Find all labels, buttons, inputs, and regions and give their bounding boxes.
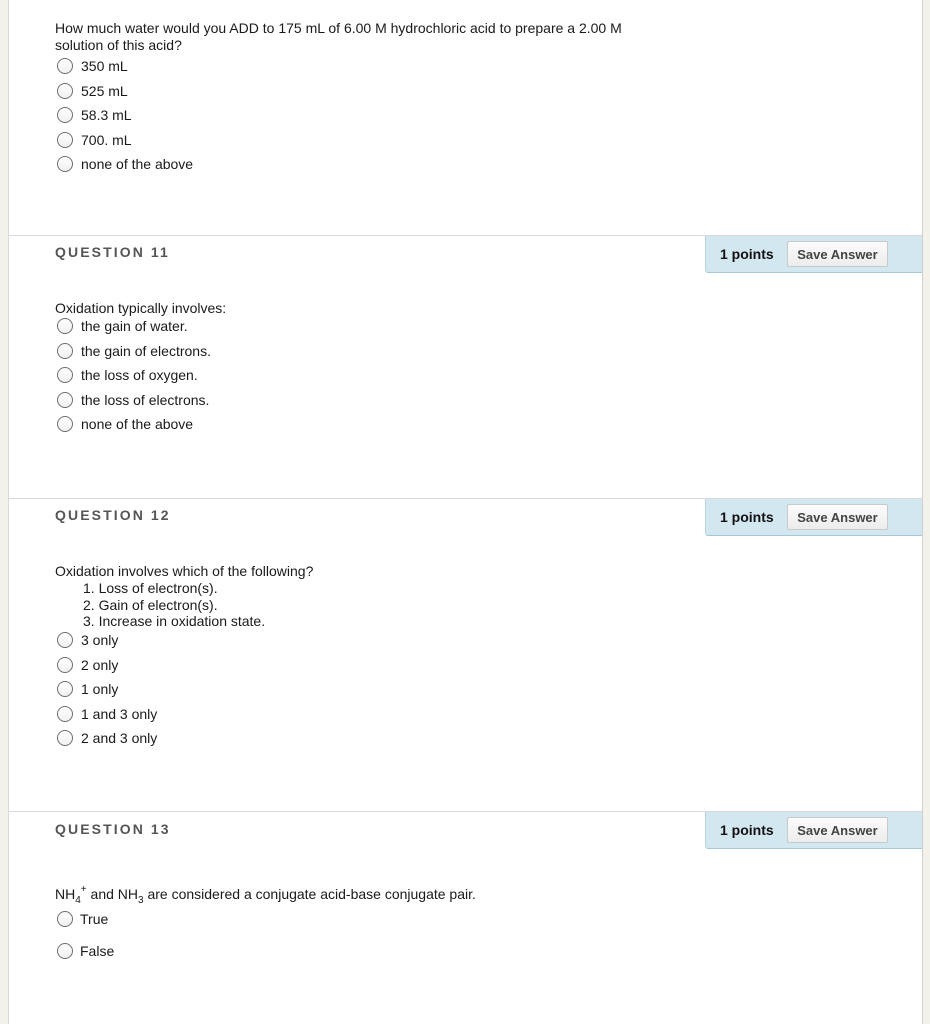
radio-button[interactable] — [57, 681, 73, 697]
question-12-statements — [83, 580, 265, 630]
answer-option-label: the gain of electrons. — [81, 342, 211, 359]
points-label: 1 points — [720, 822, 774, 838]
radio-button[interactable] — [57, 911, 73, 927]
statement-item: 1. Loss of electron(s). — [83, 580, 218, 596]
radio-button[interactable] — [57, 730, 73, 746]
answer-option[interactable] — [57, 935, 114, 967]
radio-button[interactable] — [57, 657, 73, 673]
answer-option[interactable] — [57, 152, 193, 177]
question-11-options — [57, 314, 211, 437]
answer-option-label: 58.3 mL — [81, 107, 132, 124]
answer-option[interactable] — [57, 412, 211, 437]
question-11-text: Oxidation typically involves: — [55, 300, 227, 316]
radio-button[interactable] — [57, 318, 73, 334]
answer-option[interactable] — [57, 677, 157, 702]
answer-option-label: False — [80, 943, 115, 959]
assessment-page — [8, 0, 923, 1024]
question-12-title: QUESTION 12 — [55, 507, 171, 523]
answer-option-label: 350 mL — [81, 58, 128, 75]
question-10-text — [55, 20, 622, 53]
superscript: + — [80, 884, 87, 895]
answer-option[interactable] — [57, 702, 157, 727]
answer-option-label: 700. mL — [81, 131, 132, 148]
statement-item: 2. Gain of electron(s). — [83, 596, 218, 613]
answer-option[interactable] — [57, 54, 193, 79]
radio-button[interactable] — [57, 367, 73, 383]
answer-option-label: the gain of water. — [81, 318, 188, 335]
statement-item: 3. Increase in oxidation state. — [83, 613, 266, 630]
question-13-text-part: NH — [55, 886, 76, 902]
subscript: 4 — [75, 895, 81, 906]
answer-option-label: the loss of oxygen. — [81, 367, 198, 384]
radio-button[interactable] — [57, 58, 73, 74]
question-10-text-line2: solution of this acid? — [55, 36, 182, 53]
radio-button[interactable] — [57, 392, 73, 408]
answer-option[interactable] — [57, 103, 193, 128]
answer-option[interactable] — [57, 314, 211, 339]
save-answer-button[interactable]: Save Answer — [787, 504, 888, 530]
answer-option[interactable] — [57, 363, 211, 388]
save-answer-button[interactable]: Save Answer — [787, 241, 888, 267]
answer-option-label: 2 and 3 only — [81, 730, 158, 747]
points-label: 1 points — [720, 246, 774, 262]
answer-option-label: 1 only — [81, 681, 119, 698]
answer-option[interactable] — [57, 903, 114, 935]
answer-option-label: none of the above — [81, 416, 194, 433]
radio-button[interactable] — [57, 706, 73, 722]
save-answer-button[interactable]: Save Answer — [787, 817, 888, 843]
answer-option-label: 525 mL — [81, 82, 128, 99]
question-13-text — [55, 882, 476, 910]
question-10-text-line1: How much water would you ADD to 175 mL of 6.00 M hydrochloric acid to prepare a 2.00 M — [55, 20, 622, 36]
question-12-options — [57, 628, 157, 751]
question-11-points-box — [705, 236, 922, 273]
answer-option[interactable] — [57, 726, 157, 751]
question-13-text-part: and NH — [86, 886, 138, 902]
question-10-options — [57, 54, 193, 177]
radio-button[interactable] — [57, 632, 73, 648]
radio-button[interactable] — [57, 156, 73, 172]
question-13-points-box — [705, 812, 922, 849]
radio-button[interactable] — [57, 943, 73, 959]
answer-option-label: 2 only — [81, 656, 119, 673]
radio-button[interactable] — [57, 107, 73, 123]
answer-option-label: True — [80, 911, 109, 927]
answer-option[interactable] — [57, 628, 157, 653]
question-12-points-box — [705, 499, 922, 536]
answer-option-label: the loss of electrons. — [81, 391, 210, 408]
radio-button[interactable] — [57, 416, 73, 432]
answer-option-label: none of the above — [81, 156, 194, 173]
radio-button[interactable] — [57, 83, 73, 99]
question-13-title: QUESTION 13 — [55, 821, 171, 837]
answer-option[interactable] — [57, 653, 157, 678]
question-12-text: Oxidation involves which of the following? — [55, 563, 314, 579]
answer-option-label: 1 and 3 only — [81, 705, 158, 722]
radio-button[interactable] — [57, 132, 73, 148]
answer-option[interactable] — [57, 128, 193, 153]
question-13-text-part: are considered a conjugate acid-base conjugate pair. — [143, 886, 476, 902]
answer-option[interactable] — [57, 79, 193, 104]
points-label: 1 points — [720, 509, 774, 525]
answer-option-label: 3 only — [81, 632, 119, 649]
answer-option[interactable] — [57, 339, 211, 364]
question-13-options — [57, 903, 114, 967]
radio-button[interactable] — [57, 343, 73, 359]
question-11-title: QUESTION 11 — [55, 244, 170, 260]
subscript: 3 — [138, 895, 144, 906]
answer-option[interactable] — [57, 388, 211, 413]
